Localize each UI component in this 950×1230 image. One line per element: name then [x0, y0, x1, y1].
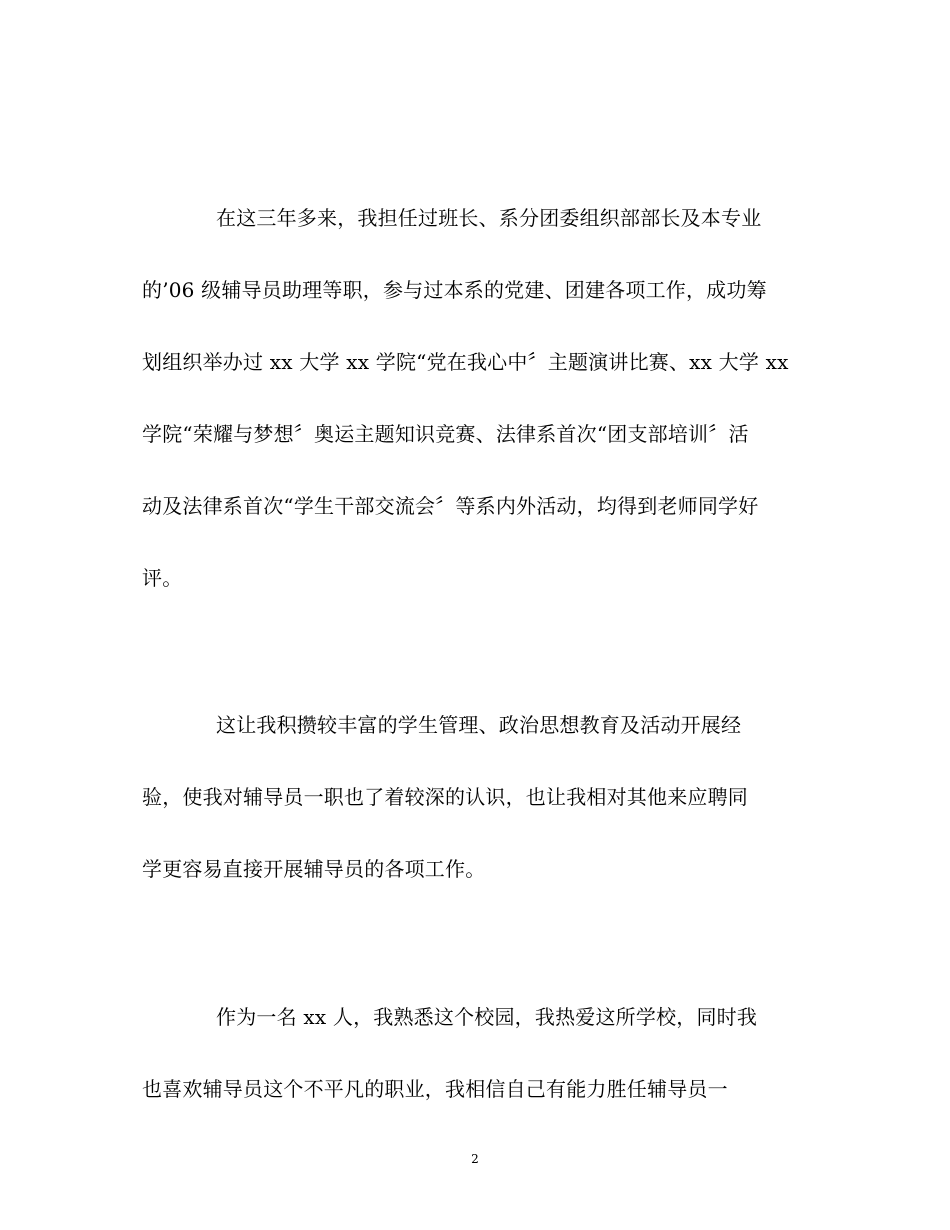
paragraph-1-line-6: 评。: [142, 566, 183, 590]
paragraph-1-line-5: 动及法律系首次“学生干部交流会〞等系内外活动，均得到老师同学好: [142, 494, 759, 518]
paragraph-1-line-3: 划组织举办过 xx 大学 xx 学院“党在我心中〞主题演讲比赛、xx 大学 xx: [142, 350, 789, 374]
paragraph-1-line-4: 学院“荣耀与梦想〞奥运主题知识竞赛、法律系首次“团支部培训〞活: [142, 422, 749, 446]
paragraph-1-line-1: 在这三年多来，我担任过班长、系分团委组织部部长及本专业: [216, 206, 762, 230]
paragraph-2-line-1: 这让我积攒较丰富的学生管理、政治思想教育及活动开展经: [216, 713, 742, 737]
paragraph-2-line-3: 学更容易直接开展辅导员的各项工作。: [142, 857, 486, 881]
paragraph-3-line-2: 也喜欢辅导员这个不平凡的职业，我相信自己有能力胜任辅导员一: [142, 1077, 728, 1101]
paragraph-2-line-2: 验，使我对辅导员一职也了着较深的认识，也让我相对其他来应聘同: [142, 785, 748, 809]
paragraph-3-line-1: 作为一名 xx 人，我熟悉这个校园，我热爱这所学校，同时我: [216, 1005, 758, 1029]
paragraph-1-line-2: 的’06 级辅导员助理等职，参与过本系的党建、团建各项工作，成功筹: [142, 278, 767, 302]
page-number: 2: [471, 1152, 479, 1166]
